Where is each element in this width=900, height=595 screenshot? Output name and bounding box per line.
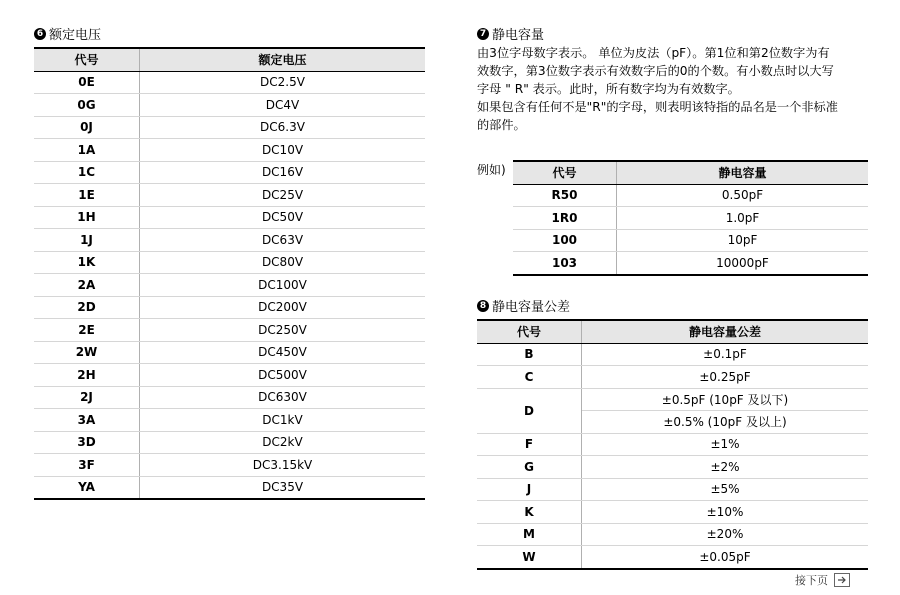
- table-row: [34, 274, 425, 297]
- code-cell: 3D: [34, 431, 140, 454]
- table-row: [477, 343, 868, 366]
- value-cell: 0.50pF: [617, 184, 869, 207]
- value-cell: DC630V: [140, 386, 426, 409]
- table-row: [34, 251, 425, 274]
- value-cell: DC2.5V: [140, 71, 426, 94]
- code-cell: 2J: [34, 386, 140, 409]
- code-cell: 2H: [34, 364, 140, 387]
- value-cell: DC200V: [140, 296, 426, 319]
- example-label: 例如): [477, 163, 506, 177]
- code-cell: 1C: [34, 161, 140, 184]
- table-row: [34, 94, 425, 117]
- table-row: [34, 319, 425, 342]
- table-row: [34, 454, 425, 477]
- table-row: [477, 546, 868, 569]
- value-cell: ±0.05pF: [582, 546, 869, 569]
- code-cell: G: [477, 456, 582, 479]
- value-cell: 10000pF: [617, 252, 869, 275]
- column-header-voltage: 额定电压: [140, 48, 426, 71]
- value-cell: DC50V: [140, 206, 426, 229]
- section-number-badge: 6: [34, 28, 46, 40]
- value-cell: 1.0pF: [617, 207, 869, 230]
- value-cell: ±20%: [582, 523, 869, 546]
- table-row: [34, 206, 425, 229]
- code-cell: 0G: [34, 94, 140, 117]
- code-cell: C: [477, 366, 582, 389]
- code-cell: YA: [34, 476, 140, 499]
- voltage-section-title: [34, 24, 101, 43]
- code-cell: 2D: [34, 296, 140, 319]
- value-cell: ±1%: [582, 433, 869, 456]
- table-row: [34, 364, 425, 387]
- code-cell: 100: [513, 229, 617, 252]
- value-cell: DC250V: [140, 319, 426, 342]
- code-cell: F: [477, 433, 582, 456]
- table-row: [34, 139, 425, 162]
- code-cell: B: [477, 343, 582, 366]
- code-cell: 2E: [34, 319, 140, 342]
- capacitance-title: 静电容量: [492, 28, 545, 43]
- table-row: [34, 116, 425, 139]
- code-cell: W: [477, 546, 582, 569]
- code-cell: 2A: [34, 274, 140, 297]
- value-cell: DC500V: [140, 364, 426, 387]
- code-cell: 1K: [34, 251, 140, 274]
- column-header-capacitance: 静电容量: [617, 161, 869, 184]
- capacitance-section-title: [477, 24, 544, 43]
- description-line: 效数字，第3位数字表示有效数字后的0的个数。有小数点时以大写: [477, 64, 834, 78]
- table-row: [34, 184, 425, 207]
- next-page-link[interactable]: 接下页: [795, 574, 828, 587]
- table-row: [513, 207, 868, 230]
- value-cell: DC4V: [140, 94, 426, 117]
- table-row: [34, 409, 425, 432]
- value-cell: DC100V: [140, 274, 426, 297]
- next-page-icon[interactable]: [834, 573, 850, 587]
- code-cell: M: [477, 523, 582, 546]
- code-cell: 3A: [34, 409, 140, 432]
- value-cell: DC80V: [140, 251, 426, 274]
- value-cell: DC63V: [140, 229, 426, 252]
- capacitance-example-table: [513, 160, 868, 276]
- capacitance-description: [477, 44, 877, 134]
- description-line: 如果包含有任何不是"R"的字母，则表明该特指的品名是一个非标准: [477, 100, 838, 114]
- table-row: [34, 71, 425, 94]
- value-cell: 10pF: [617, 229, 869, 252]
- table-row: [477, 456, 868, 479]
- table-row: [477, 388, 868, 411]
- code-cell: 2W: [34, 341, 140, 364]
- value-cell: DC1kV: [140, 409, 426, 432]
- value-cell: DC16V: [140, 161, 426, 184]
- value-cell: ±2%: [582, 456, 869, 479]
- footer: [795, 572, 850, 588]
- value-cell: DC10V: [140, 139, 426, 162]
- code-cell: 1E: [34, 184, 140, 207]
- description-line: 字母 " R" 表示。此时，所有数字均为有效数字。: [477, 82, 740, 96]
- table-row: [34, 229, 425, 252]
- value-cell: DC3.15kV: [140, 454, 426, 477]
- code-cell: 1R0: [513, 207, 617, 230]
- value-cell: DC6.3V: [140, 116, 426, 139]
- table-row: [34, 341, 425, 364]
- table-row: [477, 366, 868, 389]
- value-cell: ±0.25pF: [582, 366, 869, 389]
- code-cell: 1A: [34, 139, 140, 162]
- code-cell: R50: [513, 184, 617, 207]
- column-header-code: 代号: [34, 48, 140, 71]
- code-cell: 0E: [34, 71, 140, 94]
- code-cell: 0J: [34, 116, 140, 139]
- table-row: [513, 184, 868, 207]
- value-cell: ±5%: [582, 478, 869, 501]
- description-line: 的部件。: [477, 118, 526, 132]
- table-row: [513, 252, 868, 275]
- code-cell: D: [477, 388, 582, 433]
- value-cell: ±0.1pF: [582, 343, 869, 366]
- section-number-badge: 8: [477, 300, 489, 312]
- section-number-badge: 7: [477, 28, 489, 40]
- voltage-title: 额定电压: [49, 28, 102, 43]
- tolerance-table: [477, 319, 868, 570]
- code-cell: K: [477, 501, 582, 524]
- code-cell: 1J: [34, 229, 140, 252]
- column-header-code: 代号: [513, 161, 617, 184]
- table-row: [477, 478, 868, 501]
- code-cell: 3F: [34, 454, 140, 477]
- voltage-table: [34, 47, 425, 500]
- table-row: [34, 161, 425, 184]
- value-cell: ±10%: [582, 501, 869, 524]
- description-line: 由3位字母数字表示。 单位为皮法（pF）。第1位和第2位数字为有: [477, 46, 830, 60]
- table-row: [34, 476, 425, 499]
- table-row: [34, 431, 425, 454]
- column-header-code: 代号: [477, 320, 582, 343]
- value-cell: DC35V: [140, 476, 426, 499]
- value-cell: DC450V: [140, 341, 426, 364]
- value-cell: ±0.5pF (10pF 及以下): [582, 388, 869, 411]
- table-row: [513, 229, 868, 252]
- table-row: [34, 296, 425, 319]
- column-header-tolerance: 静电容量公差: [582, 320, 869, 343]
- tolerance-title: 静电容量公差: [492, 300, 571, 315]
- code-cell: J: [477, 478, 582, 501]
- code-cell: 1H: [34, 206, 140, 229]
- value-cell: ±0.5% (10pF 及以上): [582, 411, 869, 434]
- table-row: [34, 386, 425, 409]
- code-cell: 103: [513, 252, 617, 275]
- tolerance-section-title: [477, 296, 570, 315]
- table-row: [477, 501, 868, 524]
- table-row: [477, 523, 868, 546]
- value-cell: DC25V: [140, 184, 426, 207]
- value-cell: DC2kV: [140, 431, 426, 454]
- table-row: [477, 433, 868, 456]
